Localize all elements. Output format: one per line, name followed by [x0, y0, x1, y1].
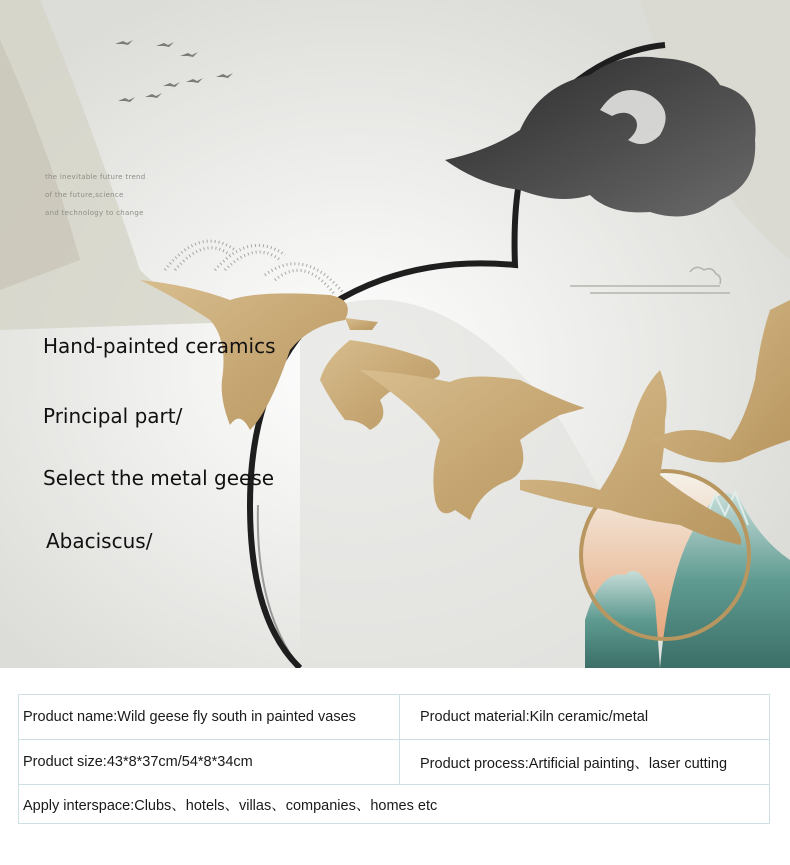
- table-row: [19, 740, 770, 785]
- tagline-line-3: and technology to change: [45, 209, 144, 217]
- spec-product-material: Product material:Kiln ceramic/metal: [400, 695, 770, 740]
- label-hand-painted-ceramics: Hand-painted ceramics: [43, 334, 276, 358]
- label-metal-geese: Select the metal geese: [43, 466, 275, 490]
- table-row: [19, 785, 770, 824]
- label-principal-part: Principal part/: [43, 404, 183, 428]
- tagline-line-1: the inevitable future trend: [45, 173, 146, 181]
- spec-product-process: Product process:Artificial painting、laser cutting: [400, 740, 770, 785]
- spec-product-name: Product name:Wild geese fly south in painted vases: [19, 695, 400, 740]
- spec-product-size: Product size:43*8*37cm/54*8*34cm: [19, 740, 400, 785]
- table-row: [19, 695, 770, 740]
- product-spec-table: [18, 694, 770, 824]
- spec-apply-interspace: Apply interspace:Clubs、hotels、villas、companies、homes etc: [19, 785, 770, 824]
- tagline-line-2: of the future,science: [45, 191, 124, 199]
- label-abaciscus: Abaciscus/: [46, 529, 153, 553]
